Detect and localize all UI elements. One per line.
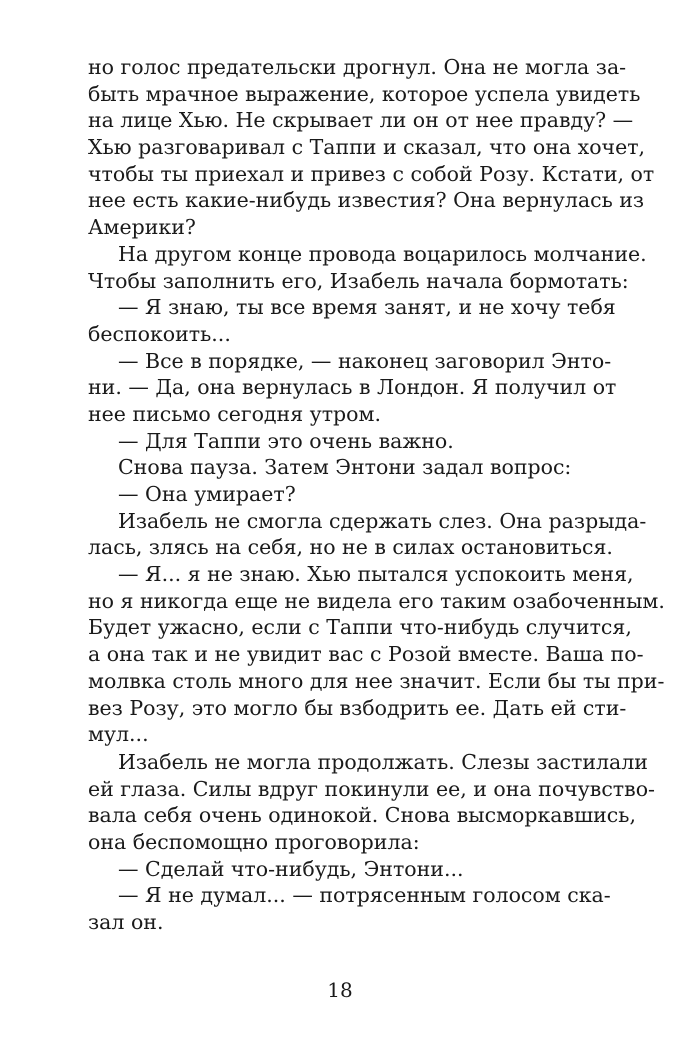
text-line: быть мрачное выражение, которое успела увидеть bbox=[88, 81, 641, 106]
text-line: нее есть какие-нибудь известия? Она вернулась из bbox=[88, 188, 645, 213]
text-line: — Все в порядке, — наконец заговорил Энто- bbox=[118, 348, 612, 373]
text-line: — Сделай что-нибудь, Энтони... bbox=[118, 856, 464, 881]
text-line: На другом конце провода воцарилось молчание. bbox=[118, 241, 647, 266]
body-text bbox=[88, 54, 665, 936]
page-number: 18 bbox=[327, 978, 353, 1002]
text-line: Чтобы заполнить его, Изабель начала бормотать: bbox=[88, 268, 629, 293]
text-line: — Она умирает? bbox=[118, 482, 296, 506]
text-line: мул... bbox=[88, 722, 149, 747]
text-line: чтобы ты приехал и привез с собой Розу. Кстати, от bbox=[88, 161, 655, 186]
text-line: беспокоить... bbox=[88, 321, 231, 346]
text-line: Изабель не могла продолжать. Слезы застилали bbox=[118, 749, 648, 774]
text-line: ей глаза. Силы вдруг покинули ее, и она почувство- bbox=[88, 776, 655, 801]
text-line: а она так и не увидит вас с Розой вместе. Ваша по- bbox=[88, 642, 644, 667]
text-line: лась, злясь на себя, но не в силах остановиться. bbox=[88, 535, 613, 560]
text-line: но я никогда еще не видела его таким озабоченным. bbox=[88, 588, 665, 613]
text-line: зал он. bbox=[88, 910, 164, 934]
text-line: Хью разговаривал с Таппи и сказал, что она хочет, bbox=[88, 135, 646, 160]
text-line: на лице Хью. Не скрывает ли он от нее правду? — bbox=[88, 108, 634, 133]
text-line: Будет ужасно, если с Таппи что-нибудь случится, bbox=[88, 615, 632, 640]
text-line: — Для Таппи это очень важно. bbox=[118, 428, 454, 453]
text-line: — Я не думал... — потрясенным голосом ска- bbox=[118, 883, 611, 908]
text-line: вала себя очень одинокой. Снова высморкавшись, bbox=[88, 803, 636, 828]
text-line: она беспомощно проговорила: bbox=[88, 829, 420, 854]
text-line: нее письмо сегодня утром. bbox=[88, 401, 381, 426]
text-line: Снова пауза. Затем Энтони задал вопрос: bbox=[118, 455, 572, 480]
text-line: — Я... я не знаю. Хью пытался успокоить меня, bbox=[118, 562, 634, 587]
text-line: вез Розу, это могло бы взбодрить ее. Дать ей сти- bbox=[88, 695, 627, 720]
text-line: ни. — Да, она вернулась в Лондон. Я получил от bbox=[88, 375, 617, 400]
text-line: но голос предательски дрогнул. Она не могла за- bbox=[88, 55, 627, 79]
text-line: Изабель не смогла сдержать слез. Она разрыда- bbox=[118, 508, 647, 533]
text-line: — Я знаю, ты все время занят, и не хочу тебя bbox=[118, 295, 616, 320]
text-line: Америки? bbox=[88, 215, 196, 240]
text-line: молвка столь много для нее значит. Если бы ты при- bbox=[88, 668, 665, 693]
